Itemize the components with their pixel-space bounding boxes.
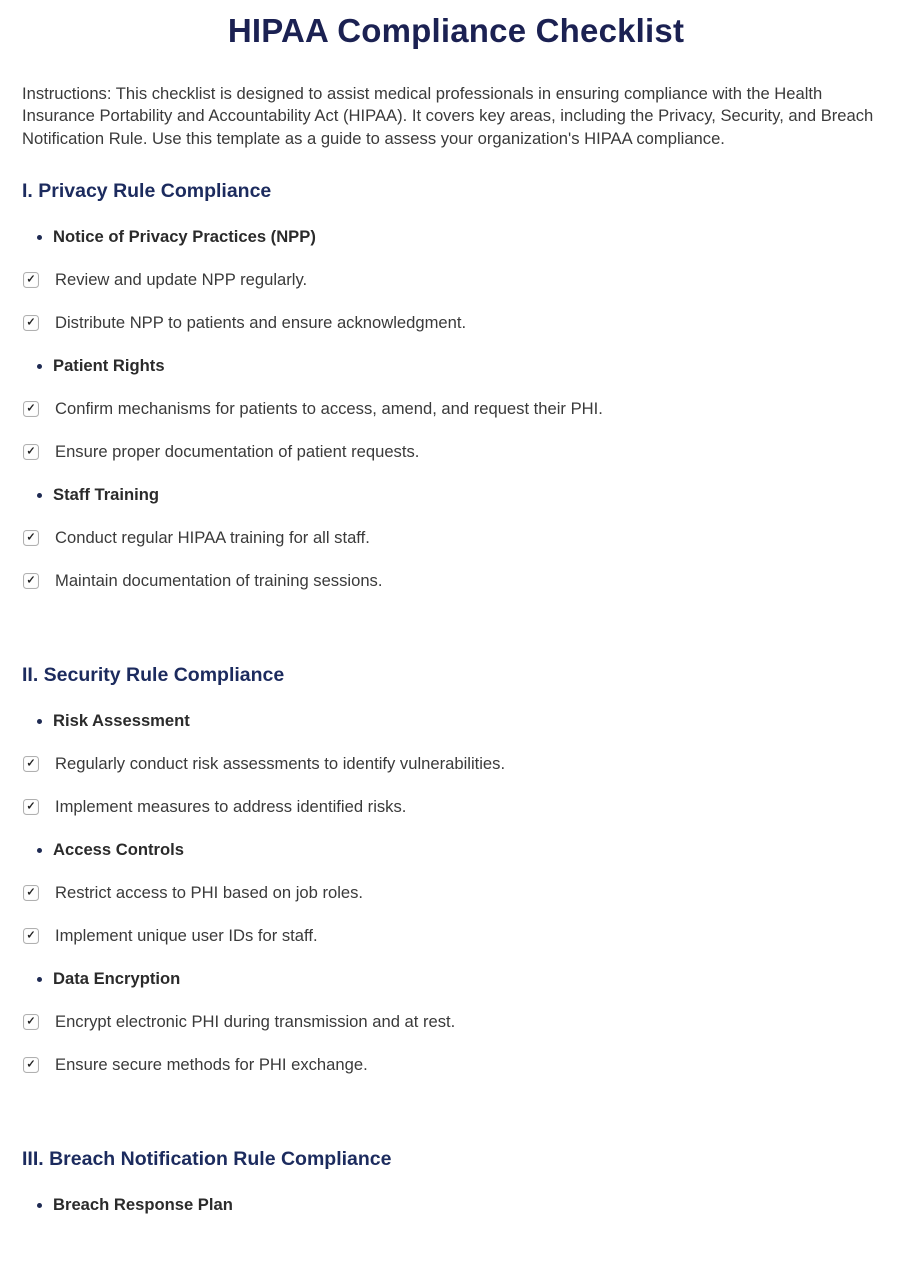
check-icon: ✓ (26, 886, 36, 899)
check-icon: ✓ (26, 445, 36, 458)
instructions-text: Instructions: This checklist is designed to assist medical professionals in ensuring compliance with the Health Insurance Portability and Accountability Act (HIPAA). It covers key areas, including the Privacy, Security, and Breach Notification Rule. Use this template as a guide to assess your organization's HIPAA compliance. (22, 84, 874, 148)
bullet-icon (37, 364, 42, 369)
checkbox[interactable] (23, 530, 39, 546)
bullet-icon (37, 977, 42, 982)
group-label-row (22, 970, 890, 988)
checkbox[interactable] (23, 573, 39, 589)
checkbox[interactable] (23, 1014, 39, 1030)
bullet-icon (37, 719, 42, 724)
checklist-item (22, 400, 890, 418)
checklist-item-label: Encrypt electronic PHI during transmission and at rest. (55, 1011, 456, 1031)
check-icon: ✓ (26, 402, 36, 415)
checklist-item (22, 1013, 890, 1031)
section-security-rule (22, 664, 890, 1074)
check-icon: ✓ (26, 574, 36, 587)
checkbox[interactable] (23, 756, 39, 772)
checkbox[interactable] (23, 401, 39, 417)
checklist-item-label: Distribute NPP to patients and ensure acknowledgment. (55, 312, 467, 332)
checkbox[interactable] (23, 315, 39, 331)
group-label: Patient Rights (53, 355, 165, 375)
check-icon: ✓ (26, 1058, 36, 1071)
group-label-row (22, 486, 890, 504)
group-label-row (22, 228, 890, 246)
checklist-item-label: Ensure proper documentation of patient requests. (55, 441, 420, 461)
group-label: Notice of Privacy Practices (NPP) (53, 226, 316, 246)
check-icon: ✓ (26, 929, 36, 942)
checklist-item (22, 884, 890, 902)
checklist-item-label: Ensure secure methods for PHI exchange. (55, 1054, 368, 1074)
checklist-item-label: Regularly conduct risk assessments to identify vulnerabilities. (55, 753, 506, 773)
checklist-item-label: Restrict access to PHI based on job roles. (55, 882, 364, 902)
checkbox[interactable] (23, 885, 39, 901)
group-label: Data Encryption (53, 968, 181, 988)
group-label-row (22, 841, 890, 859)
section-heading: I. Privacy Rule Compliance (22, 179, 272, 202)
checklist-item (22, 314, 890, 332)
section-privacy-rule (22, 180, 890, 590)
check-icon: ✓ (26, 757, 36, 770)
checklist-item (22, 755, 890, 773)
checklist-item (22, 1056, 890, 1074)
checklist-item (22, 443, 890, 461)
group-label: Staff Training (53, 484, 160, 504)
bullet-icon (37, 493, 42, 498)
group-label-row (22, 357, 890, 375)
check-icon: ✓ (26, 531, 36, 544)
bullet-icon (37, 235, 42, 240)
bullet-icon (37, 848, 42, 853)
checklist-item-label: Confirm mechanisms for patients to access, amend, and request their PHI. (55, 398, 603, 418)
check-icon: ✓ (26, 273, 36, 286)
group-label-row (22, 1196, 890, 1214)
checkbox[interactable] (23, 444, 39, 460)
group-label: Breach Response Plan (53, 1194, 233, 1214)
checklist-item (22, 271, 890, 289)
checklist-item (22, 927, 890, 945)
section-heading: II. Security Rule Compliance (22, 663, 285, 686)
checklist-item-label: Review and update NPP regularly. (55, 269, 308, 289)
check-icon: ✓ (26, 1015, 36, 1028)
checklist-item-label: Conduct regular HIPAA training for all staff. (55, 527, 370, 547)
checklist-item-label: Implement measures to address identified risks. (55, 796, 407, 816)
section-groups (22, 712, 890, 1074)
checklist-item-label: Maintain documentation of training sessions. (55, 570, 383, 590)
checklist-item (22, 529, 890, 547)
checklist-item (22, 798, 890, 816)
section-groups (22, 228, 890, 590)
page-title: HIPAA Compliance Checklist (227, 12, 685, 49)
checkbox[interactable] (23, 272, 39, 288)
group-label: Access Controls (53, 839, 184, 859)
checklist-item (22, 572, 890, 590)
checkbox[interactable] (23, 799, 39, 815)
section-groups (22, 1196, 890, 1214)
group-label-row (22, 712, 890, 730)
section-heading: III. Breach Notification Rule Compliance (22, 1147, 392, 1170)
section-breach-notification-rule (22, 1148, 890, 1214)
check-icon: ✓ (26, 316, 36, 329)
check-icon: ✓ (26, 800, 36, 813)
checkbox[interactable] (23, 1057, 39, 1073)
group-label: Risk Assessment (53, 710, 190, 730)
checkbox[interactable] (23, 928, 39, 944)
checklist-item-label: Implement unique user IDs for staff. (55, 925, 318, 945)
bullet-icon (37, 1203, 42, 1208)
